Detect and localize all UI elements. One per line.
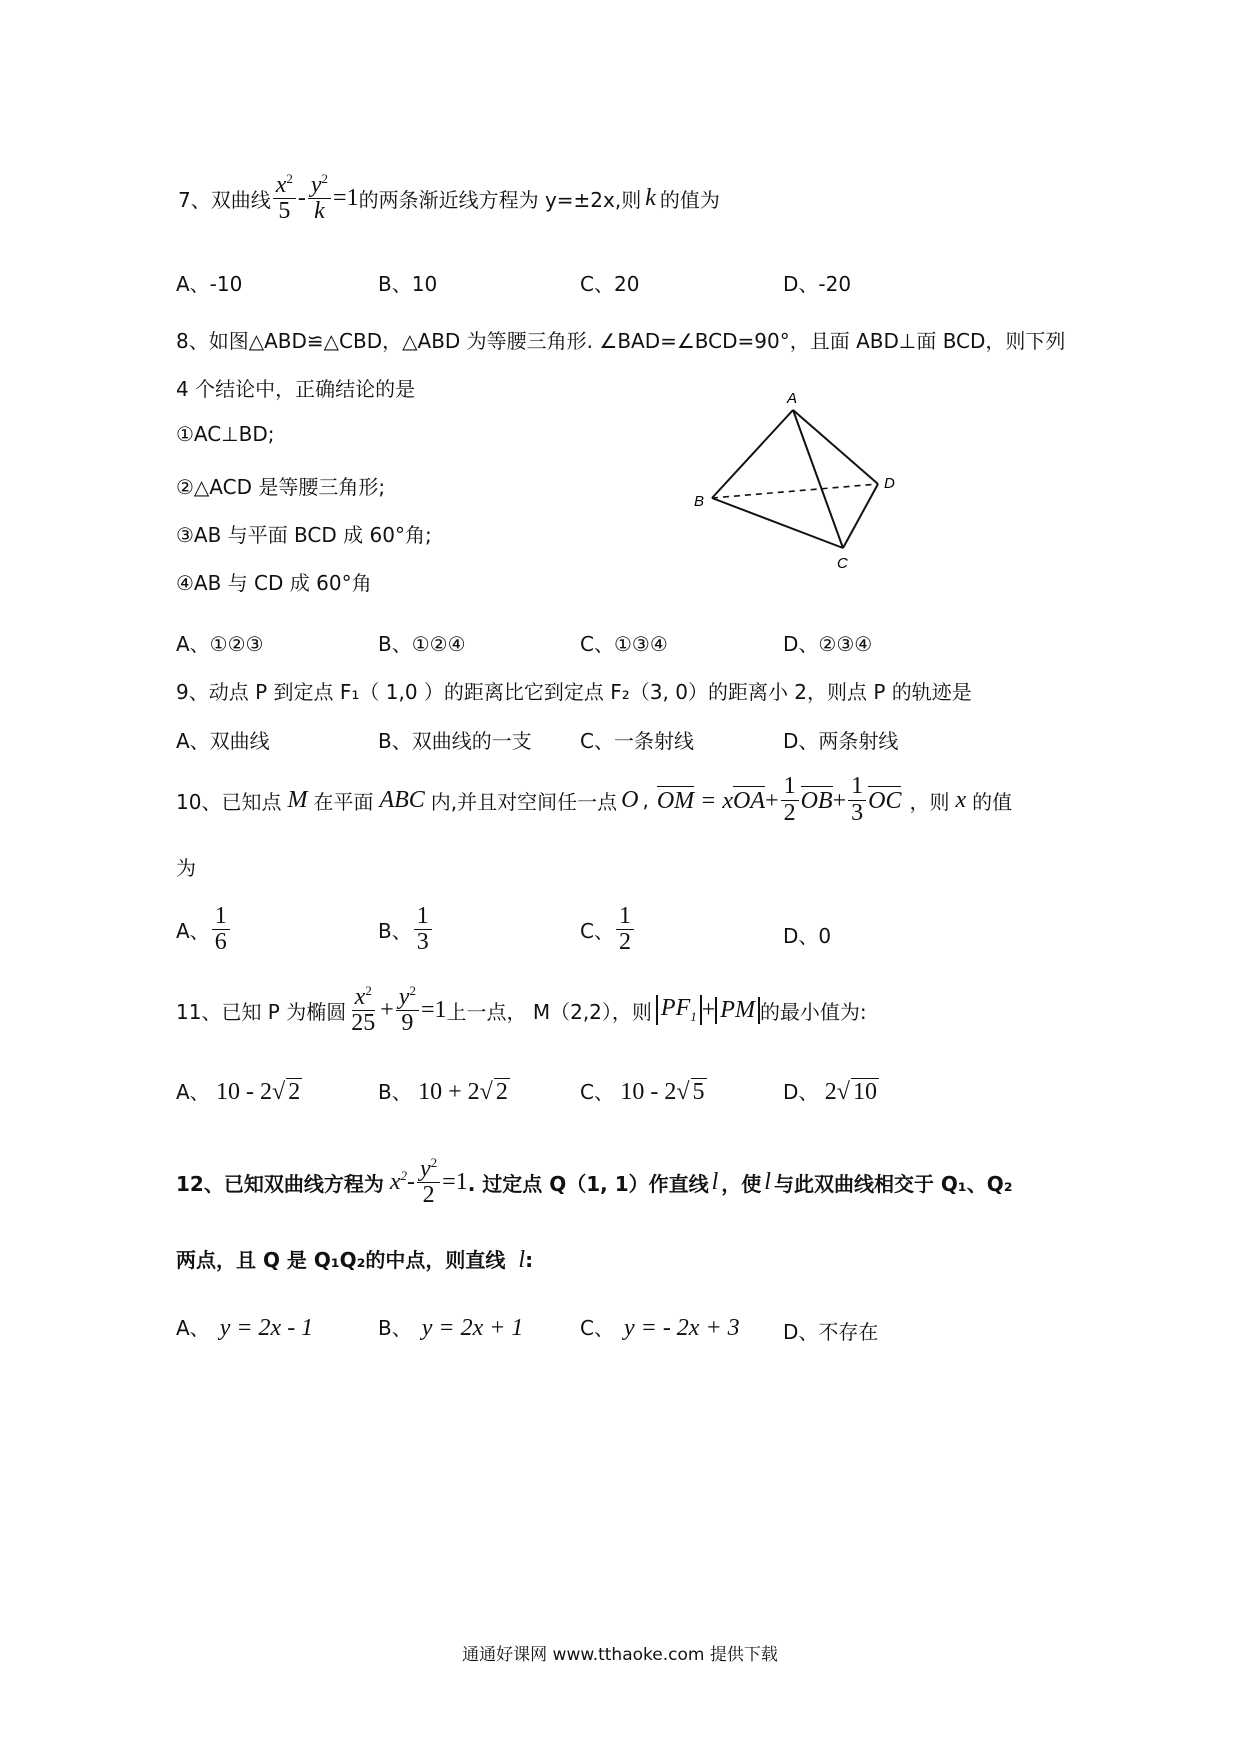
q12-text-mid: . 过定点 Q（1, 1）作直线 — [467, 1171, 709, 1196]
q9-option-b: B、双曲线的一支 — [378, 729, 532, 753]
q8-item-3: ③AB 与平面 BCD 成 60°角; — [176, 523, 432, 547]
q10-number: 10、已知点 — [176, 789, 282, 814]
edge-bc — [712, 498, 843, 548]
q11-option-c: C、 10 - 2√ 5 — [580, 1079, 705, 1105]
q8-line2: 4 个结论中，正确结论的是 — [176, 377, 416, 401]
q10-vector-ob: OB+ — [800, 787, 847, 814]
q10-plane-abc: ABC — [379, 786, 425, 813]
edge-bd-dashed — [712, 484, 878, 498]
q11-option-d: D、 2√ 10 — [783, 1079, 877, 1105]
q11-text-tail: 的最小值为: — [759, 999, 867, 1024]
q7-fraction-y: $\frac{y^2}{k}$ — [308, 172, 331, 224]
q8-option-b: B、①②④ — [378, 632, 466, 656]
q12-option-c: C、 y = - 2x + 3 — [580, 1315, 740, 1341]
q12-option-a: A、 y = 2x - 1 — [176, 1315, 314, 1341]
q11-abs-pf: $PF_1$ — [656, 995, 702, 1025]
q11-option-a: A、 10 - 2√ 2 — [176, 1079, 301, 1105]
q10-point-m: M — [287, 786, 308, 813]
q8-item-4: ④AB 与 CD 成 60°角 — [176, 571, 372, 595]
q10-option-b: B、 $\frac{1}{3}$ — [378, 904, 434, 955]
q10-vector-oc: OC — [868, 787, 902, 814]
q7-number: 7、 — [178, 187, 211, 212]
q12-line2: 两点，且 Q 是 Q₁Q₂的中点，则直线 l: — [176, 1247, 534, 1273]
q11-plus: + — [380, 996, 394, 1023]
q8-item-2: ②△ACD 是等腰三角形; — [176, 475, 386, 499]
page-footer: 通通好课网 www.tthaoke.com 提供下载 — [462, 1645, 778, 1665]
q12-fraction-y: $\frac{y^2}{2}$ — [417, 1156, 440, 1208]
q7-minus: - — [297, 184, 306, 211]
q10-text-tail: ，则 — [909, 789, 950, 814]
q7-option-b: B、10 — [378, 272, 438, 296]
q10-x: x — [955, 786, 967, 813]
vertex-a-label: A — [787, 390, 798, 407]
q11-number: 11、已知 P 为椭圆 — [176, 999, 347, 1024]
q12-line-l2: l — [764, 1168, 771, 1195]
q10-line2: 为 — [176, 856, 196, 880]
q8-option-a: A、①②③ — [176, 632, 264, 656]
q10-text-mid: 在平面 — [313, 789, 374, 814]
q7-text-pre: 双曲线 — [210, 187, 271, 212]
q10-option-a: A、 $\frac{1}{6}$ — [176, 904, 232, 955]
vertex-b-label: B — [694, 493, 705, 510]
q7-fraction-x: $\frac{x^2}{5}$ — [273, 172, 296, 224]
q11-option-b: B、 10 + 2√ 2 — [378, 1079, 508, 1105]
q7-k: k — [645, 184, 656, 211]
q10-comma: , — [642, 788, 649, 812]
q8-option-c: C、①③④ — [580, 632, 668, 656]
q8-line1: 8、如图△ABD≌△CBD，△ABD 为等腰三角形. ∠BAD=∠BCD=90°，且面 ABD⊥面 BCD，则下列 — [176, 329, 1066, 353]
q7-stem — [178, 168, 720, 228]
q10-point-o: O — [621, 786, 639, 813]
q12-line-l: l — [711, 1168, 719, 1195]
q12-text-mid2: ，使 — [721, 1171, 762, 1196]
q10-option-c: C、 $\frac{1}{2}$ — [580, 904, 636, 955]
q11-fraction-y: $\frac{y^2}{9}$ — [396, 984, 419, 1036]
edge-cd — [843, 484, 878, 548]
q7-equals: =1 — [333, 184, 359, 211]
q12-option-d: D、不存在 — [783, 1320, 879, 1344]
q7-option-d: D、-20 — [783, 272, 852, 296]
q10-text-tail2: 的值 — [972, 789, 1013, 814]
q7-option-a: A、-10 — [176, 272, 243, 296]
q12-equals: =1 — [442, 1168, 468, 1195]
q9-stem: 9、动点 P 到定点 F₁（ 1,0 ）的距离比它到定点 F₂（3, 0）的距离小 2，则点 P 的轨迹是 — [176, 680, 972, 704]
q10-text-mid2: 内,并且对空间任一点 — [430, 789, 618, 814]
q11-equals: =1 — [420, 996, 447, 1023]
q10-frac-third: $\frac{1}{3}$ — [848, 774, 866, 825]
q7-option-c: C、20 — [580, 272, 640, 296]
q11-text-mid: 上一点， M（2,2），则 — [446, 999, 652, 1024]
q9-option-a: A、双曲线 — [176, 729, 270, 753]
q11-abs-pm: PM — [715, 997, 760, 1024]
q9-option-d: D、两条射线 — [783, 729, 899, 753]
q12-x-squared: $x^2$ — [389, 1168, 407, 1195]
q11-stem — [176, 978, 867, 1042]
tetrahedron-figure — [690, 385, 920, 575]
q10-stem — [176, 768, 1012, 832]
q8-option-d: D、②③④ — [783, 632, 873, 656]
q10-frac-half: $\frac{1}{2}$ — [781, 774, 799, 825]
q12-minus: - — [407, 1168, 415, 1195]
q12-option-b: B、 y = 2x + 1 — [378, 1315, 524, 1341]
vertex-c-label: C — [837, 555, 848, 572]
q11-fraction-x: $\frac{x^2}{25}$ — [351, 982, 376, 1036]
q12-text-tail: 与此双曲线相交于 Q₁、Q₂ — [773, 1171, 1013, 1196]
q10-option-d: D、0 — [783, 924, 832, 948]
edge-ab — [712, 410, 793, 498]
q11-plus2: + — [701, 996, 716, 1023]
q12-number: 12、已知双曲线方程为 — [176, 1171, 384, 1196]
q7-text-tail: 的值为 — [659, 187, 720, 212]
q7-text-post: 的两条渐近线方程为 y=±2x,则 — [358, 187, 642, 212]
q10-vector-equation: OM = xOA+ — [656, 787, 779, 814]
q9-option-c: C、一条射线 — [580, 729, 694, 753]
q8-item-1: ①AC⊥BD; — [176, 422, 275, 446]
q12-stem — [176, 1150, 1012, 1214]
vertex-d-label: D — [884, 475, 895, 492]
